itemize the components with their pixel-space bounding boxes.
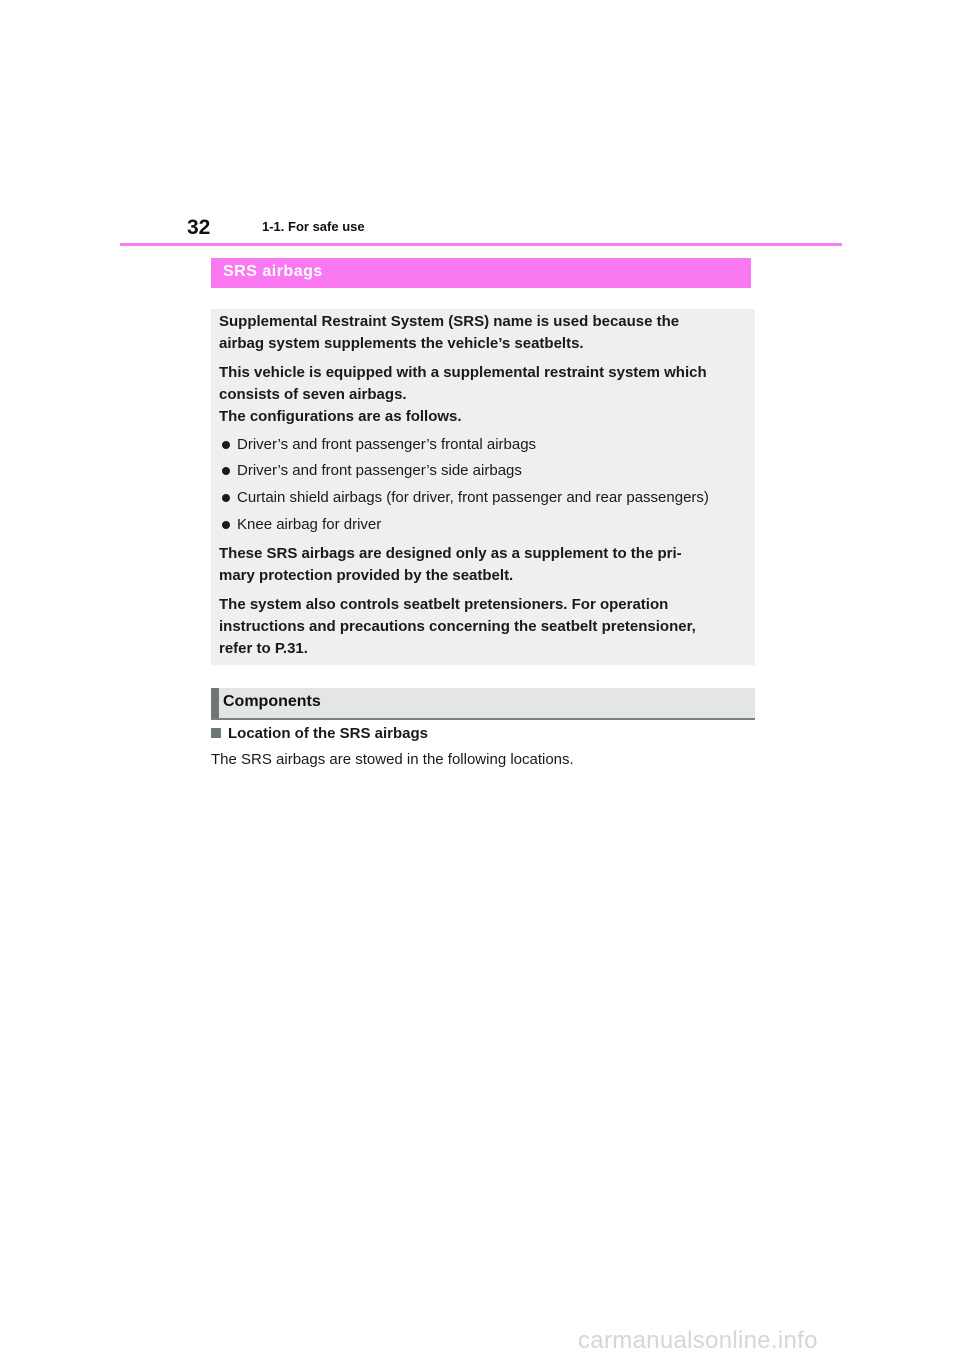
list-item-text: Curtain shield airbags (for driver, front passenger and rear passengers): [237, 489, 709, 506]
page-title: SRS airbags: [223, 263, 323, 280]
section-accent: [211, 688, 219, 718]
title-bar: [211, 258, 751, 288]
intro-line: Supplemental Restraint System (SRS) name is used because the: [219, 313, 680, 330]
location-subheading: [211, 723, 428, 745]
list-item: [219, 514, 381, 536]
list-item: [219, 434, 536, 456]
location-subheading-text: Location of the SRS airbags: [228, 725, 429, 742]
watermark: carmanualsonline.info: [578, 1327, 818, 1354]
intro-line: airbag system supplements the vehicle’s seatbelts.: [219, 335, 584, 352]
components-section-bar: [211, 688, 755, 720]
section-heading: 1-1. For safe use: [262, 219, 365, 234]
bullet-icon: [222, 441, 230, 449]
list-item: [219, 487, 709, 509]
page-number: 32: [187, 216, 211, 239]
supplement-line: mary protection provided by the seatbelt.: [219, 567, 514, 584]
components-heading: Components: [223, 693, 321, 710]
equipment-line: The configurations are as follows.: [219, 408, 462, 425]
bullet-icon: [222, 521, 230, 529]
list-item-text: Driver’s and front passenger’s side airbags: [237, 462, 522, 479]
list-item-text: Driver’s and front passenger’s frontal airbags: [237, 436, 537, 453]
pretensioner-line: refer to P.31.: [219, 640, 308, 657]
pretensioner-line: instructions and precautions concerning the seatbelt pretensioner,: [219, 618, 696, 635]
supplement-line: These SRS airbags are designed only as a supplement to the pri-: [219, 545, 682, 562]
list-item-text: Knee airbag for driver: [237, 516, 382, 533]
bullet-icon: [222, 494, 230, 502]
equipment-line: This vehicle is equipped with a supplemental restraint system which: [219, 364, 707, 381]
info-box: [211, 309, 755, 665]
square-bullet-icon: [211, 728, 221, 738]
list-item: [219, 460, 522, 482]
equipment-line: consists of seven airbags.: [219, 386, 407, 403]
header-divider: [120, 243, 842, 246]
pretensioner-line: The system also controls seatbelt pretensioners. For operation: [219, 596, 669, 613]
bullet-icon: [222, 467, 230, 475]
location-body-text: The SRS airbags are stowed in the following locations.: [211, 751, 574, 768]
